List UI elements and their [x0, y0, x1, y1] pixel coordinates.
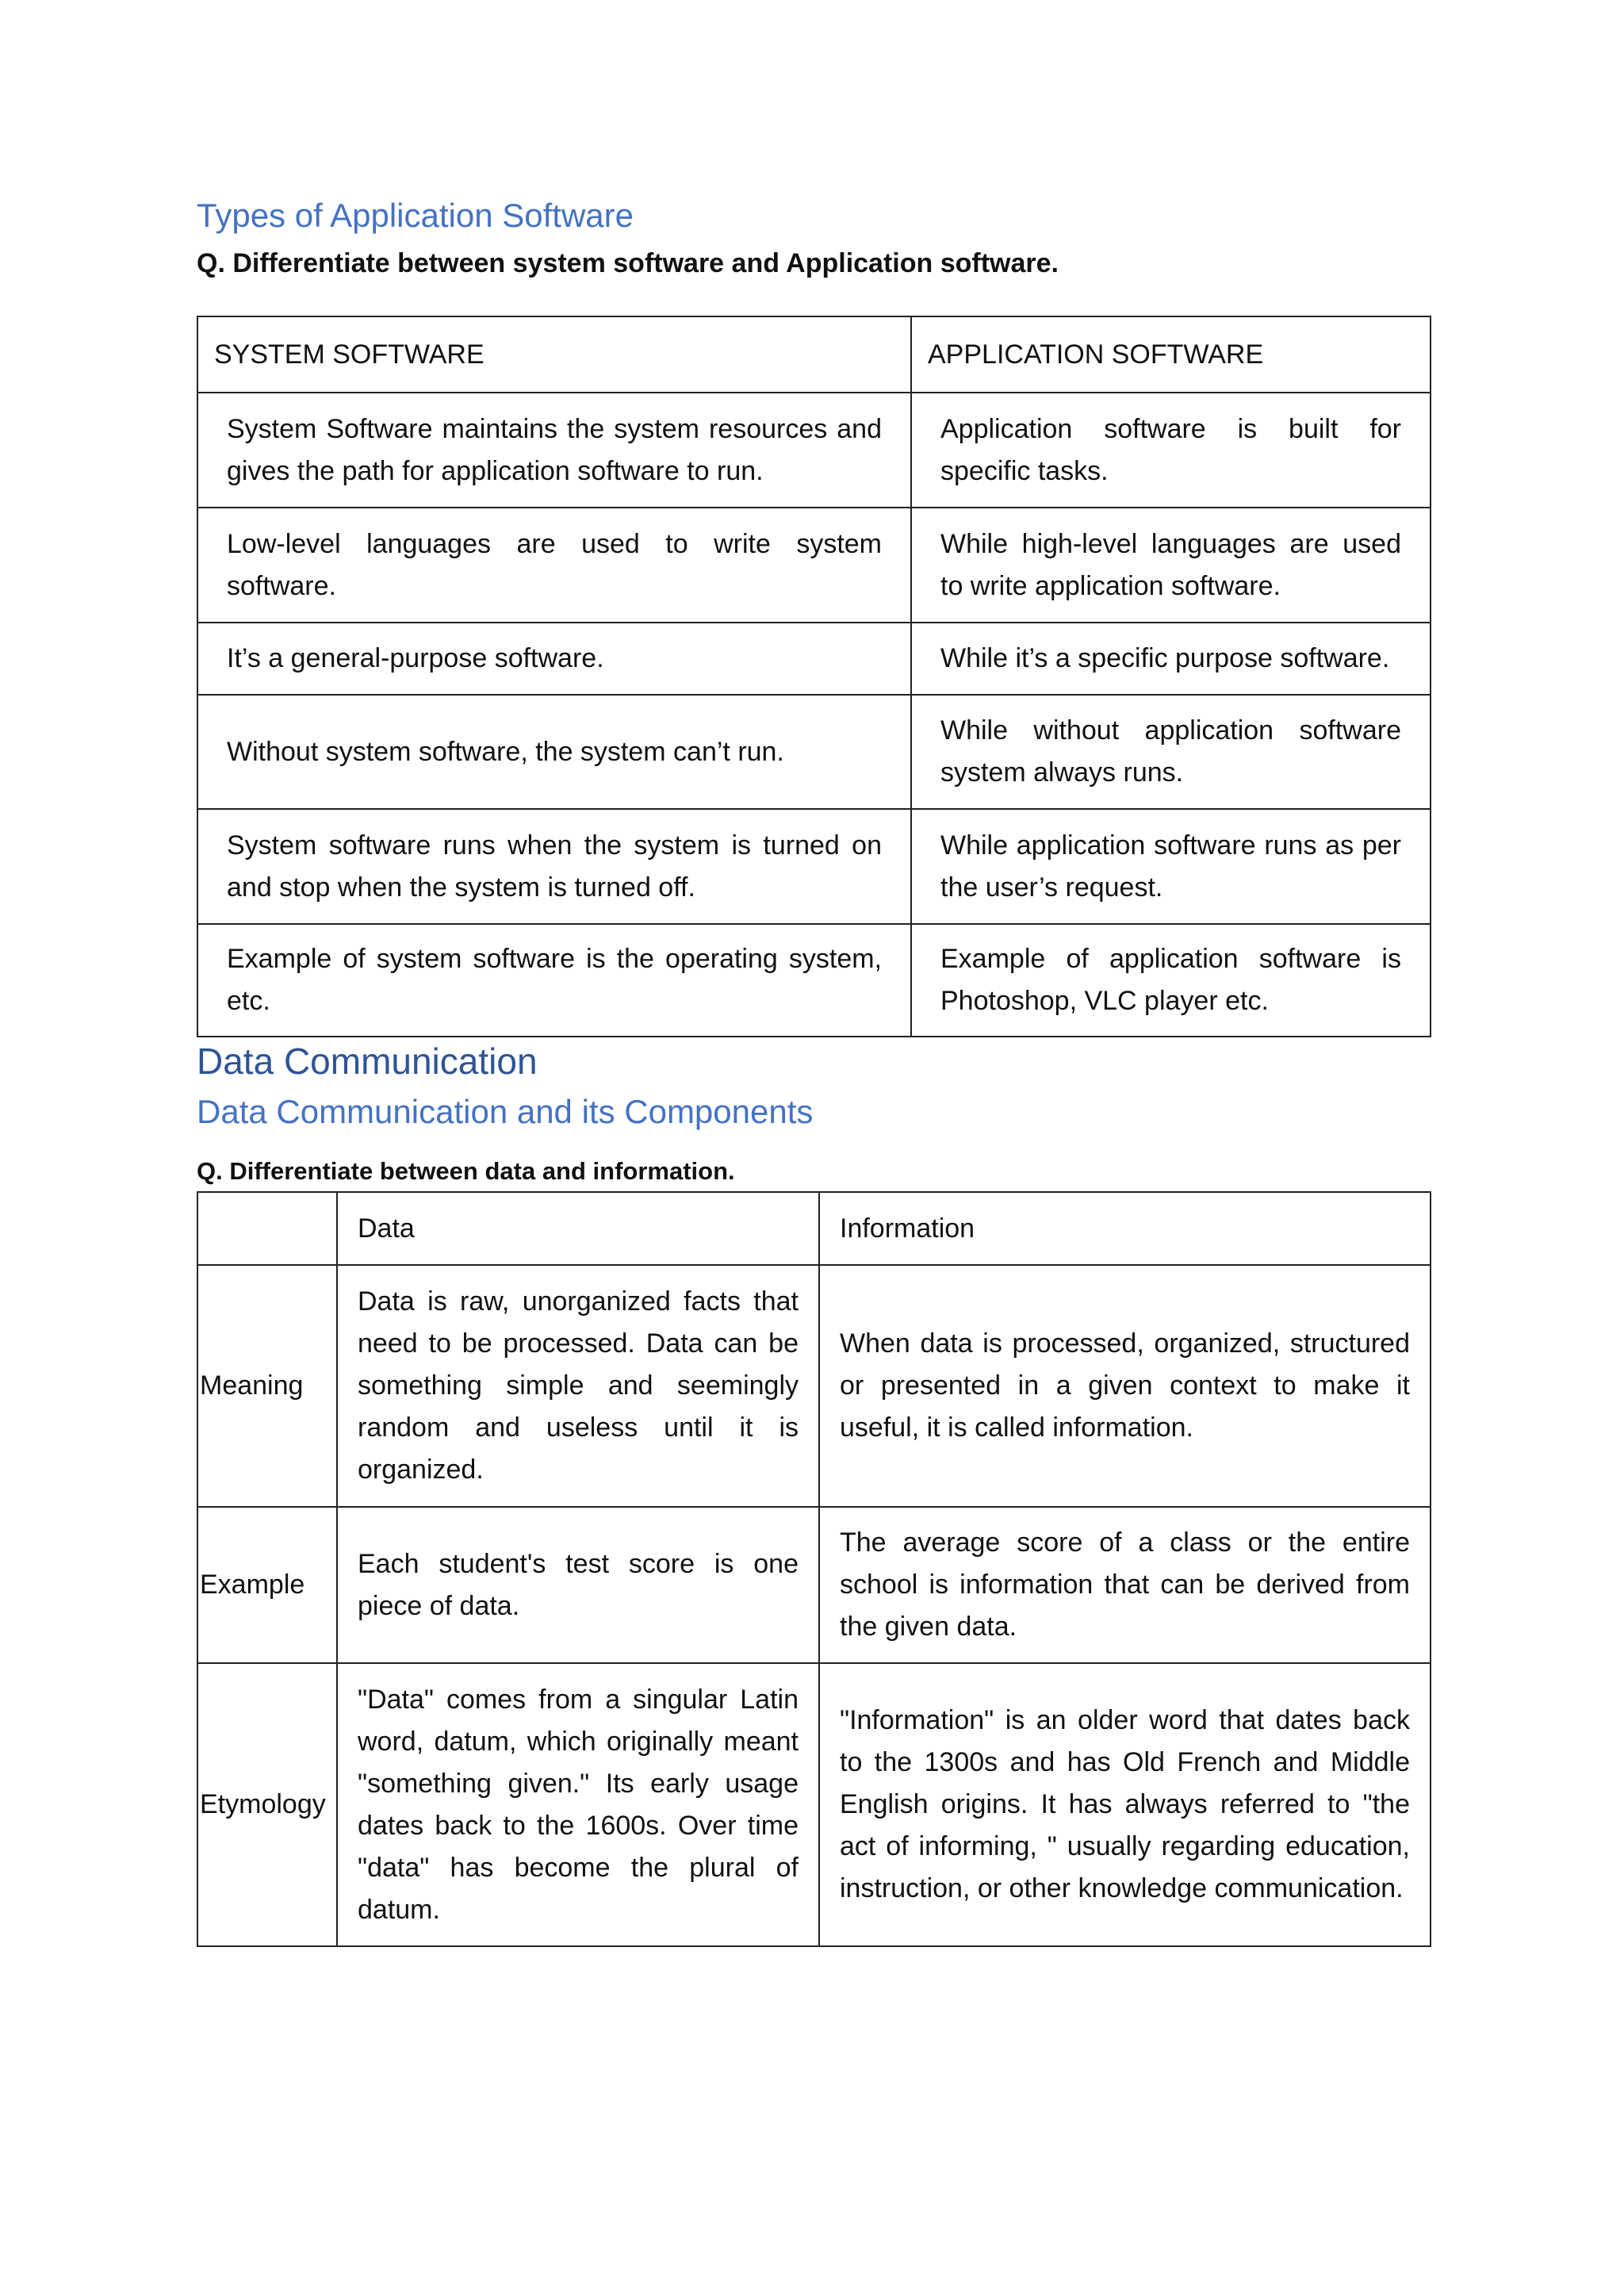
table-cell: Each student's test score is one piece of data.: [337, 1507, 819, 1663]
row-label-etymology: Etymology: [197, 1663, 337, 1946]
heading-data-communication-components: Data Communication and its Components: [197, 1093, 814, 1130]
table-cell: Low-level languages are used to write system software.: [197, 508, 911, 623]
question-data-vs-information: Q. Differentiate between data and information.: [197, 1157, 735, 1185]
heading-data-communication: Data Communication: [197, 1041, 538, 1082]
table-cell: System software runs when the system is turned on and stop when the system is turned off.: [197, 809, 911, 924]
table-cell: Example of application software is Photoshop, VLC player etc.: [911, 924, 1431, 1037]
table-row: [197, 924, 1431, 1037]
table-cell: "Information" is an older word that dates back to the 1300s and has Old French and Middle English origins. It has always referred to "the act of informing, " usually regarding education, instruction, or other knowledge communication.: [819, 1663, 1431, 1946]
table-cell: While without application software system always runs.: [911, 695, 1431, 809]
table-cell: System Software maintains the system resources and gives the path for application software to run.: [197, 393, 911, 508]
table-cell: While it’s a specific purpose software.: [911, 623, 1431, 695]
table-row: [197, 1663, 1431, 1946]
header-system-software: SYSTEM SOFTWARE: [197, 316, 911, 393]
header-empty: [197, 1192, 337, 1265]
table-cell: Without system software, the system can’t run.: [197, 695, 911, 809]
heading-types-of-application-software: Types of Application Software: [197, 197, 634, 234]
header-data: Data: [337, 1192, 819, 1265]
row-label-meaning: Meaning: [197, 1265, 337, 1507]
row-label-example: Example: [197, 1507, 337, 1663]
table-header-row: [197, 1192, 1431, 1265]
table-header-row: [197, 316, 1431, 393]
header-information: Information: [819, 1192, 1431, 1265]
table-row: [197, 695, 1431, 809]
table-row: [197, 508, 1431, 623]
table-cell: Data is raw, unorganized facts that need to be processed. Data can be something simple and seemingly random and useless until it is organized.: [337, 1265, 819, 1507]
table-cell: It’s a general-purpose software.: [197, 623, 911, 695]
table-row: [197, 1265, 1431, 1507]
data-vs-information-table: [197, 1191, 1431, 1947]
table-cell: While high-level languages are used to write application software.: [911, 508, 1431, 623]
table-row: [197, 809, 1431, 924]
question-system-vs-application: Q. Differentiate between system software and Application software.: [197, 248, 1059, 278]
table-cell: When data is processed, organized, structured or presented in a given context to make it useful, it is called information.: [819, 1265, 1431, 1507]
table-cell: Example of system software is the operating system, etc.: [197, 924, 911, 1037]
system-vs-application-table: [197, 316, 1431, 1037]
table-cell: While application software runs as per the user’s request.: [911, 809, 1431, 924]
table-cell: Application software is built for specific tasks.: [911, 393, 1431, 508]
table-cell: The average score of a class or the entire school is information that can be derived from the given data.: [819, 1507, 1431, 1663]
table-row: [197, 1507, 1431, 1663]
table-cell: "Data" comes from a singular Latin word, datum, which originally meant "something given." Its early usage dates back to the 1600s. Over time "data" has become the plural of datum.: [337, 1663, 819, 1946]
table-row: [197, 623, 1431, 695]
table-row: [197, 393, 1431, 508]
header-application-software: APPLICATION SOFTWARE: [911, 316, 1431, 393]
